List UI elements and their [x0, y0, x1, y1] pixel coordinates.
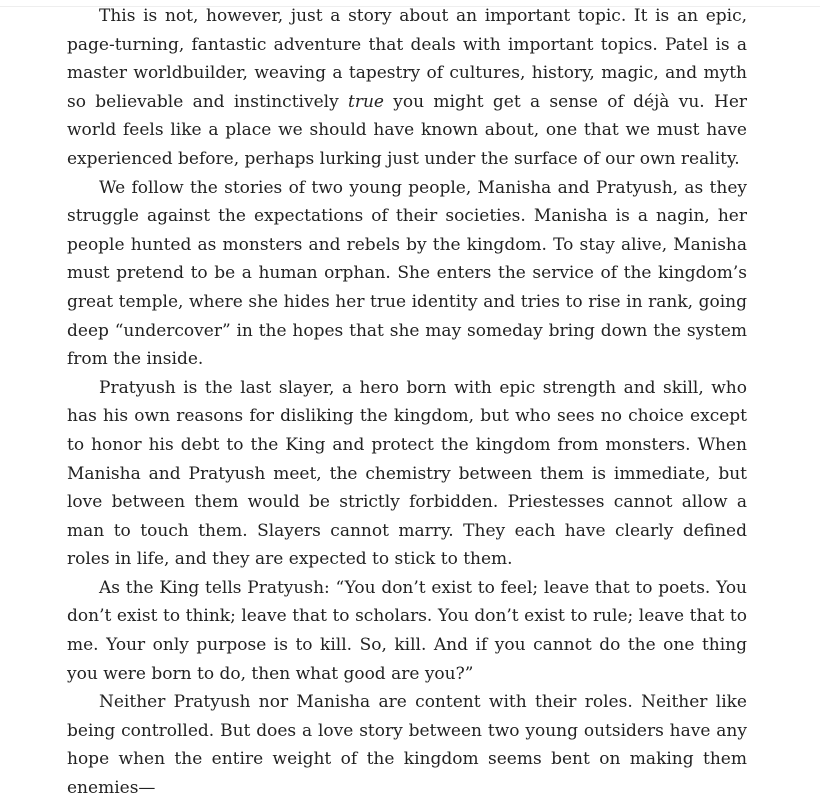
italic-emphasis: true [347, 91, 384, 112]
paragraph-2 [67, 174, 747, 374]
paragraph-text: you might get a sense of déjà vu. Her world feels like a place we should have known about, one that we must have experienced before, perhaps lurking just under the surface of our own reality. [67, 91, 748, 169]
paragraph-text: This is not, however, just a story about an important topic. It is an epic, page-turning, fantastic adventure that deals with important topics. Patel is a master worldbuilder, weaving a tapestry of cultures, history, magic, and myth so believable and instinctively [67, 6, 747, 112]
paragraph-3 [67, 374, 747, 574]
paragraph-text: As the King tells Pratyush: “You don’t exist to feel; leave that to poets. You don’t exist to think; leave that to scholars. You don’t exist to rule; leave that to me. Your only purpose is to kill. So, kill. And if you cannot do the one thing you were born to do, then what good are you?” [67, 577, 747, 684]
paragraph-text: Neither Pratyush nor Manisha are content with their roles. Neither like being controlled. But does a love story between two young outsiders have any hope when the entire weight of the kingdom seems bent on making them enemies— [67, 692, 747, 799]
paragraph-5 [67, 688, 747, 802]
paragraph-text: We follow the stories of two young people, Manisha and Pratyush, as they struggle against the expectations of their societies. Manisha is a nagin, her people hunted as monsters and rebels by the kingdom. To stay alive, Manisha must pretend to be a human orphan. She enters the service of the kingdom’s great temple, where she hides her true identity and tries to rise in rank, going deep “undercover” in the hopes that she may someday bring down the system from the inside. [67, 177, 747, 370]
paragraph-text: Pratyush is the last slayer, a hero born with epic strength and skill, who has his own reasons for disliking the kingdom, but who sees no choice except to honor his debt to the King and protect the kingdom from monsters. When Manisha and Pratyush meet, the chemistry between them is immediate, but love between them would be strictly forbidden. Priestesses cannot allow a man to touch them. Slayers cannot marry. They each have clearly defined roles in life, and they are expected to stick to them. [67, 377, 747, 570]
paragraph-4 [67, 574, 747, 688]
body-text [67, 2, 747, 803]
paragraph-1 [67, 2, 747, 174]
